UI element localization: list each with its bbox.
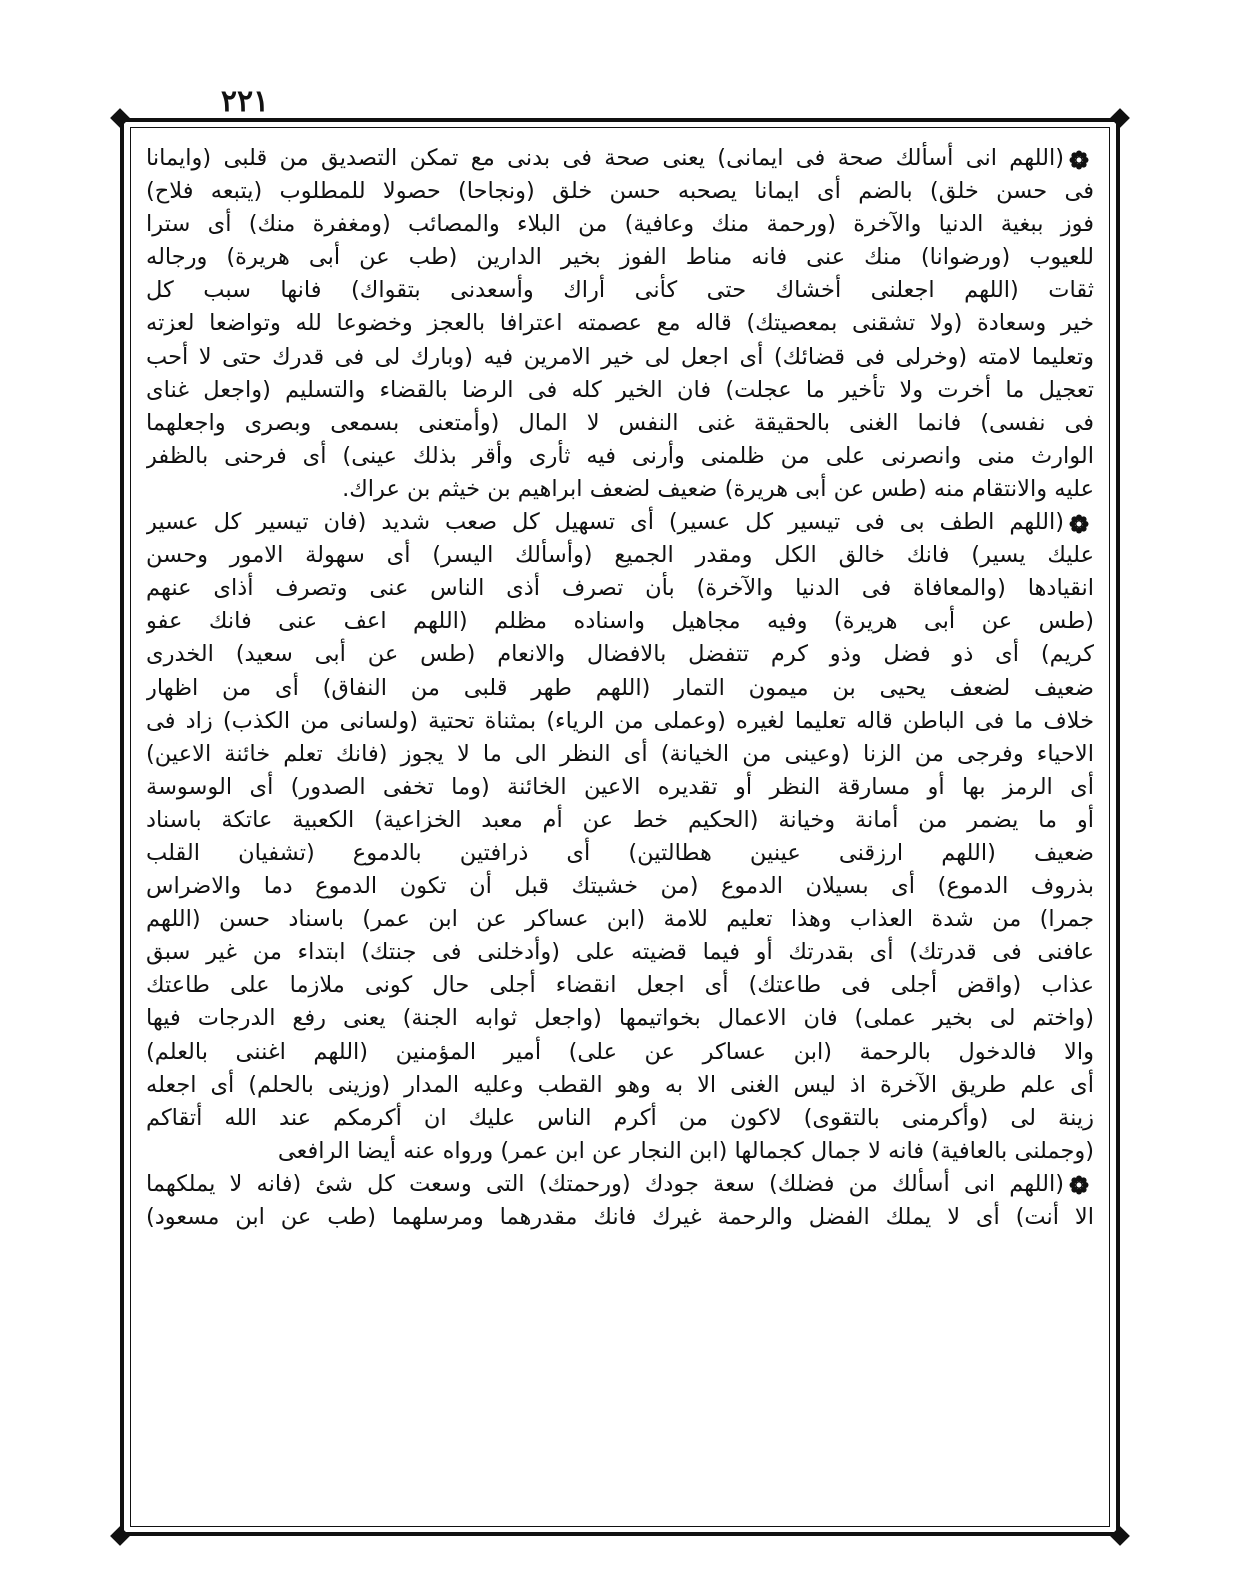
flower-ornament-icon <box>1068 148 1090 170</box>
text-line: كريم) أى ذو فضل وذو كرم تتفضل بالافضال والانعام (طس عن أبى سعيد) الخدرى <box>146 641 1094 668</box>
text-line: ضعيف لضعف يحيى بن ميمون التمار (اللهم طهر قلبى من النفاق) أى من اظهار <box>146 674 1094 701</box>
text-line: للعيوب (ورضوانا) منك عنى فانه مناط الفوز بخير الدارين (طب عن أبى هريرة) ورجاله <box>146 244 1094 271</box>
text-line: الوارث منى وانصرنى على من ظلمنى وأرنى فيه ثأرى وأقر بذلك عينى) أى فرحنى بالظفر <box>146 442 1094 469</box>
text-line: فوز ببغية الدنيا والآخرة (ورحمة منك وعافية) من البلاء والمصائب (ومغفرة منك) أى سترا <box>146 211 1094 238</box>
text-line: وتعليما لامته (وخرلى فى قضائك) أى اجعل لى خير الامرين فيه (وبارك لى فى قدرك حتى لا أحب <box>146 343 1094 370</box>
text-line: (واختم لى بخير عملى) فان الاعمال بخواتيمها (واجعل ثوابه الجنة) يعنى رفع الدرجات فيها <box>146 1005 1094 1032</box>
text-line: والا فالدخول بالرحمة (ابن عساكر عن على) أمير المؤمنين (اللهم اغننى بالعلم) <box>146 1038 1094 1065</box>
text-line: عليه والانتقام منه (طس عن أبى هريرة) ضعيف لضعف ابراهيم بن خيثم بن عراك. <box>342 475 1094 502</box>
text-line: تعجيل ما أخرت ولا تأخير ما عجلت) فان الخير كله فى الرضا بالقضاء والتسليم (واجعل غناى <box>146 376 1094 403</box>
text-line: فى نفسى) فانما الغنى بالحقيقة غنى النفس لا المال (وأمتعنى بسمعى وبصرى واجعلهما <box>146 409 1094 436</box>
text-line: (وجملنى بالعافية) فانه لا جمال كجمالها (ابن النجار عن ابن عمر) ورواه عنه أيضا الرافعى <box>277 1137 1094 1164</box>
text-line: (اللهم انى أسألك من فضلك) سعة جودك (ورحمتك) التى وسعت كل شئ (فانه لا يملكهما <box>146 1168 1094 1201</box>
text-line: أى الرمز بها أو مسارقة النظر أو تقديره الاعين الخائنة (وما تخفى الصدور) أى الوسوسة <box>146 773 1094 800</box>
text-line: بذروف الدموع) أى بسيلان الدموع (من خشيتك قبل أن تكون الدموع دما والاضراس <box>146 873 1094 900</box>
text-line: عليك يسير) فانك خالق الكل ومقدر الجميع (وأسألك اليسر) أى سهولة الامور وحسن <box>146 542 1094 569</box>
text-line: فى حسن خلق) بالضم أى ايمانا يصحبه حسن خلق (ونجاحا) حصولا للمطلوب (يتبعه فلاح) <box>146 178 1094 205</box>
text-line: ضعيف (اللهم ارزقنى عينين هطالتين) أى ذرافتين بالدموع (تشفيان القلب <box>146 839 1094 866</box>
text-line: الاحياء وفرجى من الزنا (وعينى من الخيانة) أى النظر الى ما لا يجوز (فانك تعلم خائنة الاعين) <box>146 740 1094 767</box>
page-number: ٢٢١ <box>220 84 270 119</box>
text-line: أى علم طريق الآخرة اذ ليس الغنى الا به وهو القطب وعليه المدار (وزينى بالحلم) أى اجعله <box>146 1071 1094 1098</box>
text-line: الا أنت) أى لا يملك الفضل والرحمة غيرك فانك مقدرهما ومرسلهما (طب عن ابن مسعود) <box>146 1204 1094 1230</box>
text-line: انقيادها (والمعافاة فى الدنيا والآخرة) بأن تصرف أذى الناس عنى وتصرف أذاى عنهم <box>146 575 1094 602</box>
text-line: أو ما يضمر من أمانة وخيانة (الحكيم خط عن أم معبد الخزاعية) الكعبية عاتكة باسناد <box>146 806 1094 833</box>
text-line: ثقات (اللهم اجعلنى أخشاك حتى كأنى أراك وأسعدنى بتقواك) فانها سبب كل <box>146 277 1094 304</box>
text-line: عذاب (واقض أجلى فى طاعتك) أى اجعل انقضاء أجلى حال كونى ملازما على طاعتك <box>146 972 1094 999</box>
text-line: خلاف ما فى الباطن قاله تعليما لغيره (وعملى من الرياء) بمثناة تحتية (ولسانى من الكذب) زاد فى <box>146 707 1094 734</box>
text-line: جمرا) من شدة العذاب وهذا تعليم للامة (ابن عساكر عن ابن عمر) باسناد حسن (اللهم <box>146 906 1094 933</box>
flower-ornament-icon <box>1068 512 1090 534</box>
text-line: خير وسعادة (ولا تشقنى بمعصيتك) قاله مع عصمته اعترافا بالعجز وخضوعا لله وتواضعا لعزته <box>146 310 1094 337</box>
text-line: (اللهم انى أسألك صحة فى ايمانى) يعنى صحة فى بدنى مع تمكن التصديق من قلبى (وايمانا <box>146 142 1094 175</box>
main-text <box>146 142 1094 1512</box>
text-line: عافنى فى قدرتك) أى بقدرتك أو فيما قضيته على (وأدخلنى فى جنتك) ابتداء من غير سبق <box>146 939 1094 966</box>
text-line: (اللهم الطف بى فى تيسير كل عسير) أى تسهيل كل صعب شديد (فان تيسير كل عسير <box>146 506 1094 539</box>
text-line: (طس عن أبى هريرة) وفيه مجاهيل واسناده مظلم (اللهم اعف عنى فانك عفو <box>146 608 1094 635</box>
flower-ornament-icon <box>1068 1173 1090 1195</box>
text-line: زينة لى (وأكرمنى بالتقوى) لاكون من أكرم الناس عليك ان أكرمكم عند الله أتقاكم <box>146 1104 1094 1131</box>
